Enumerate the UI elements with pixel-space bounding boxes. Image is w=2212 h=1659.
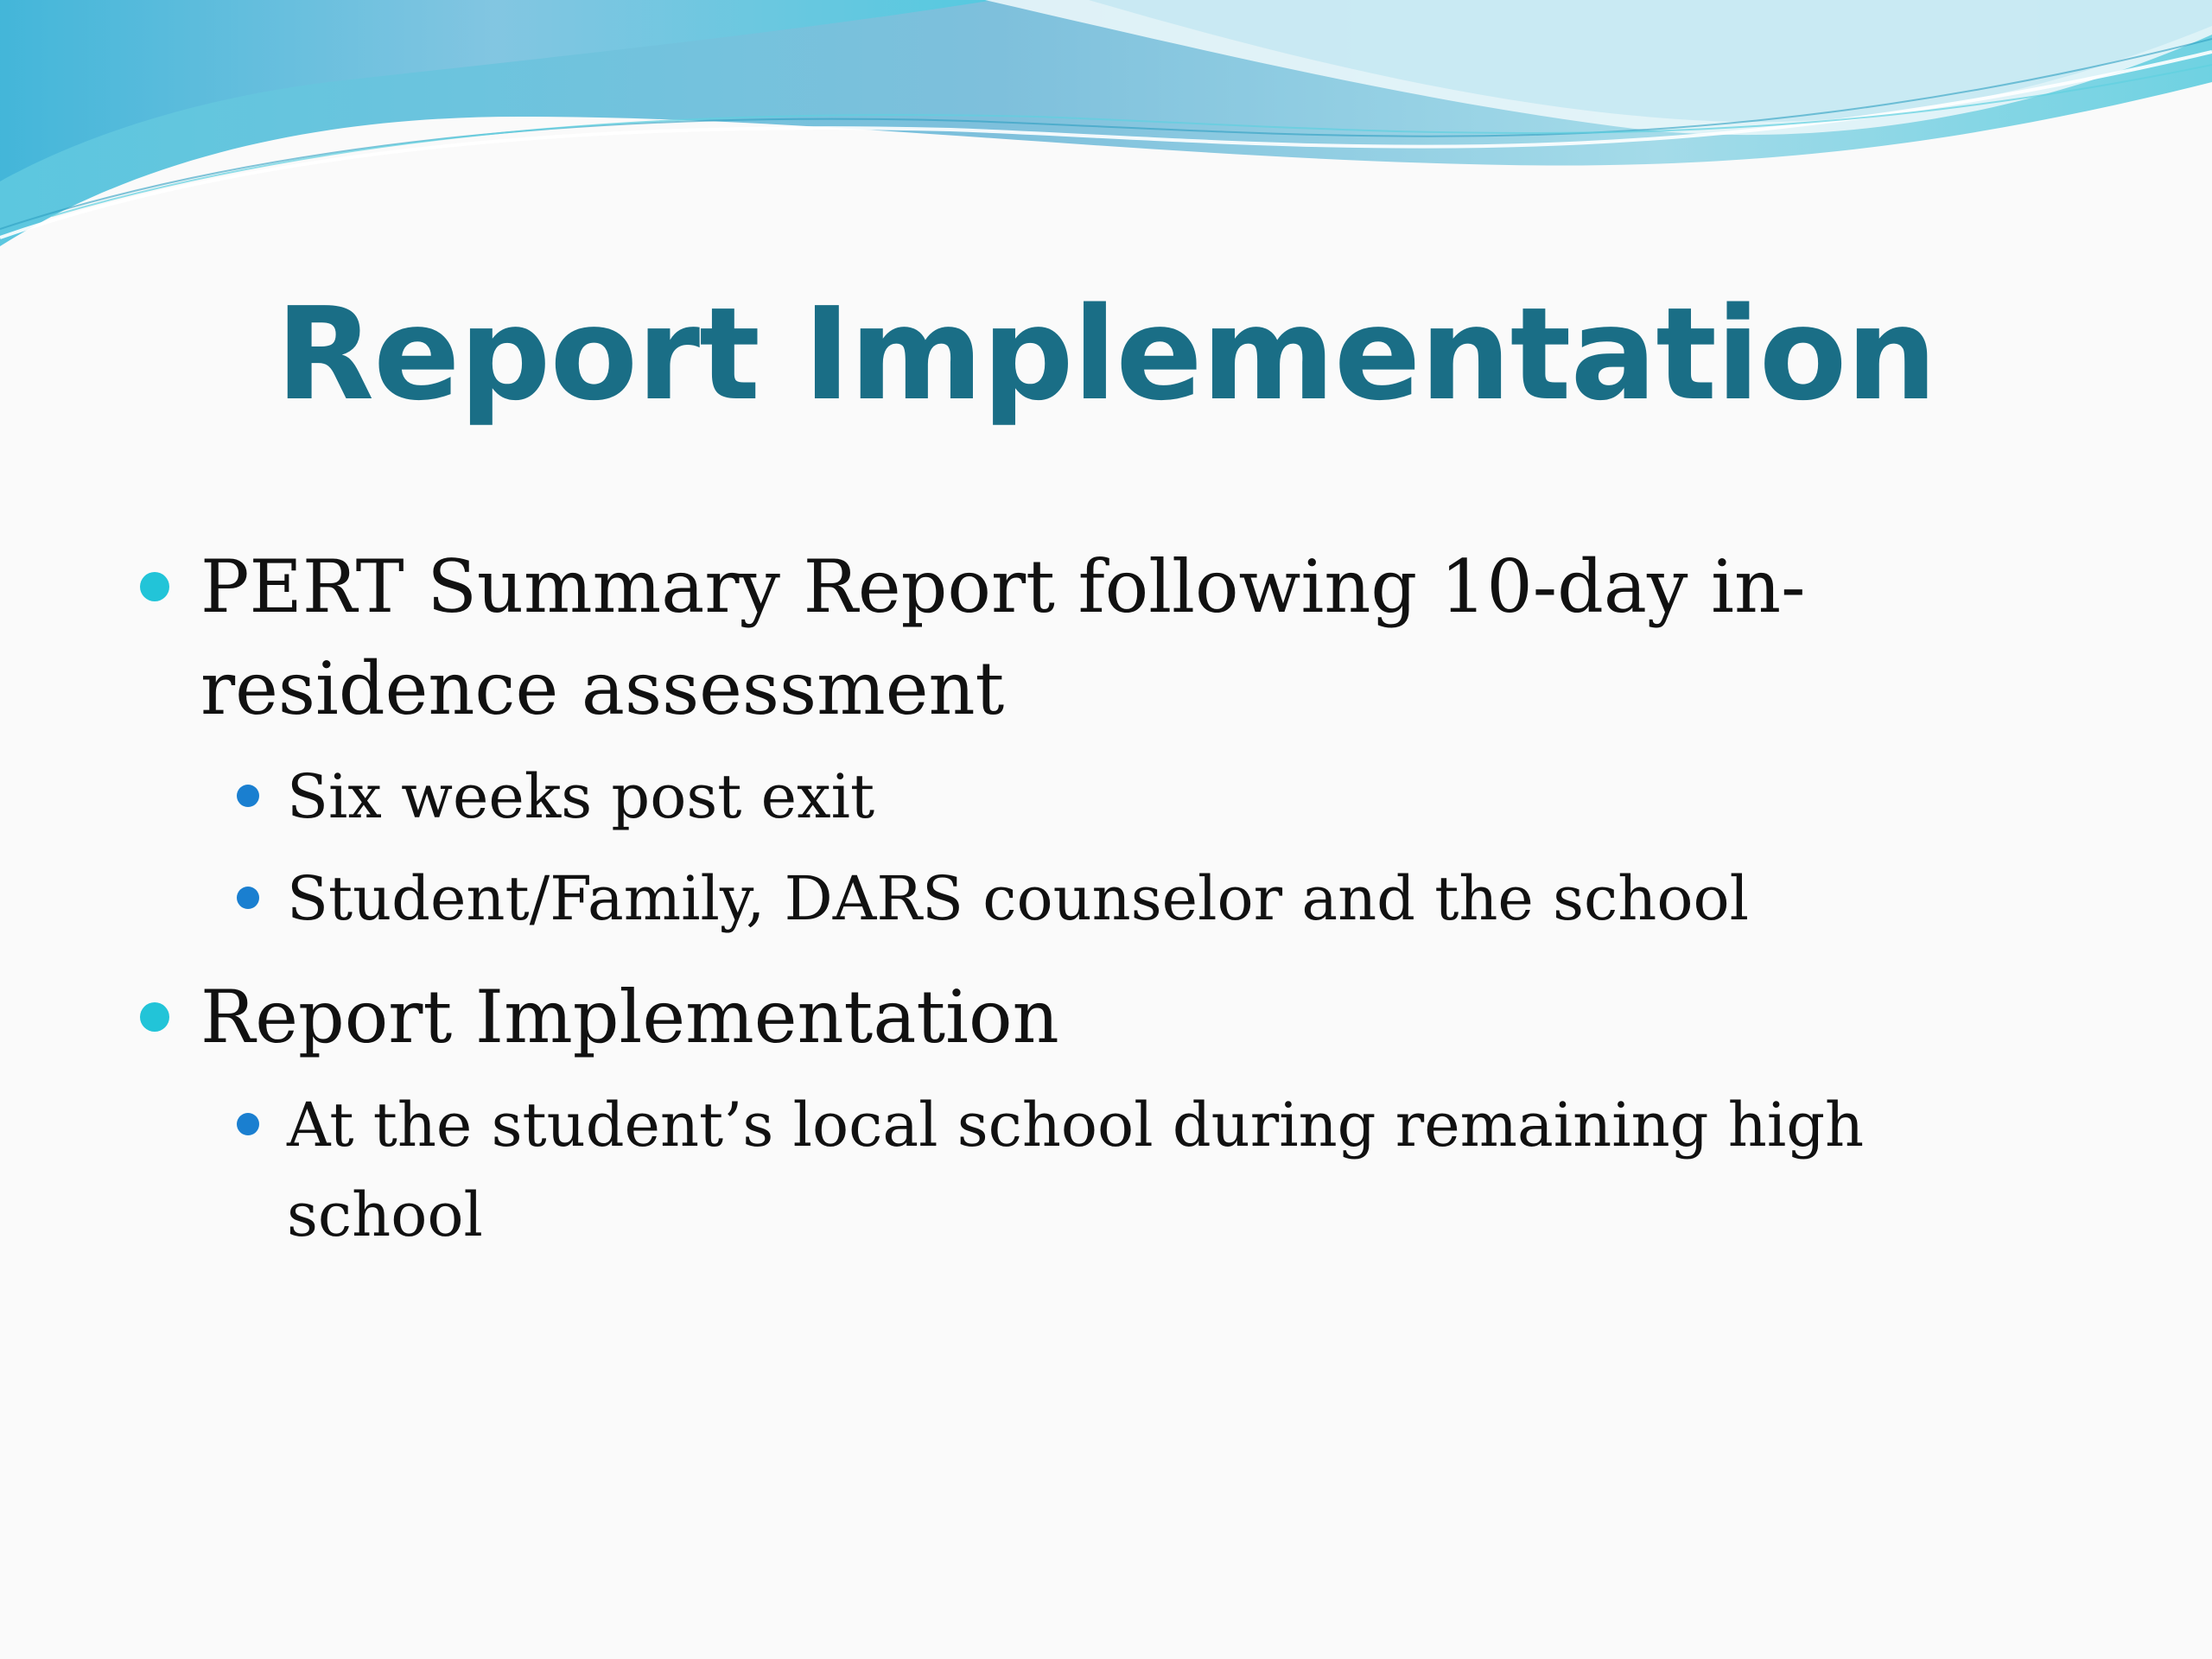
bullet-item	[138, 966, 2074, 1068]
slide-title: Report Implementation	[276, 280, 1936, 429]
sub-bullet-text: Six weeks post exit	[287, 761, 875, 832]
bullet-item	[138, 536, 2074, 740]
sub-bullet-dot-icon	[237, 1113, 259, 1135]
sub-bullet-text: At the student’s local school during remaining high school	[287, 1090, 1865, 1250]
bullet-dot-icon	[140, 1002, 169, 1032]
bullet-text: PERT Summary Report following 10-day in-residence assessment	[200, 544, 1806, 731]
sub-bullet-item	[138, 854, 2074, 944]
bullet-dot-icon	[140, 572, 169, 601]
sub-bullet-item	[138, 1080, 2074, 1260]
sub-bullet-item	[138, 752, 2074, 842]
sub-bullet-text: Student/Family, DARS counselor and the school	[287, 863, 1749, 934]
sub-bullet-dot-icon	[237, 785, 259, 807]
bullet-list	[138, 536, 2074, 1260]
bullet-text: Report Implementation	[200, 975, 1059, 1059]
header-wave-decoration	[0, 0, 2212, 259]
sub-bullet-dot-icon	[237, 887, 259, 909]
